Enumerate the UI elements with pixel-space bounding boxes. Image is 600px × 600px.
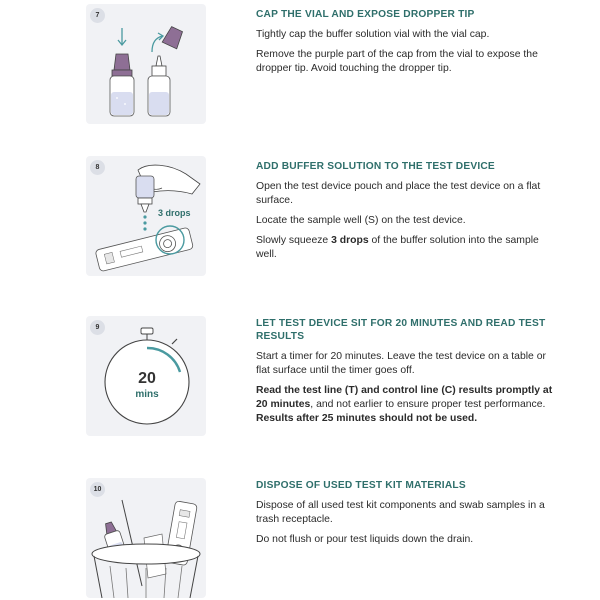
step-heading: DISPOSE OF USED TEST KIT MATERIALS bbox=[256, 480, 466, 491]
step-8-text bbox=[256, 160, 556, 268]
step-9-text bbox=[256, 317, 556, 432]
vial-cap-icon bbox=[86, 4, 206, 124]
step-9-illustration bbox=[86, 316, 206, 436]
timer-unit: mins bbox=[135, 389, 159, 400]
step-paragraph: Do not flush or pour test liquids down the drain. bbox=[256, 534, 474, 545]
dropper-device-icon bbox=[86, 156, 206, 276]
step-paragraph: Dispose of all used test kit components and swab samples in a trash receptacle. bbox=[256, 500, 545, 525]
step-paragraph-bold: 3 drops bbox=[331, 235, 369, 246]
step-paragraph: Tightly cap the buffer solution vial with the vial cap. bbox=[256, 29, 490, 40]
step-paragraph-text: , and not earlier to ensure proper test performance. bbox=[310, 399, 546, 410]
step-paragraph-text: Slowly squeeze bbox=[256, 235, 332, 246]
step-paragraph bbox=[256, 234, 556, 262]
step-8-illustration bbox=[86, 156, 206, 276]
trash-bin-icon bbox=[86, 478, 206, 598]
step-7-text bbox=[256, 8, 556, 82]
step-paragraph: Open the test device pouch and place the test device on a flat surface. bbox=[256, 181, 541, 206]
step-paragraph: Remove the purple part of the cap from the vial to expose the dropper tip. Avoid touching the dropper tip. bbox=[256, 49, 538, 74]
step-paragraph: Locate the sample well (S) on the test device. bbox=[256, 215, 466, 226]
step-heading: ADD BUFFER SOLUTION TO THE TEST DEVICE bbox=[256, 161, 495, 172]
step-number-badge: 10 bbox=[90, 482, 105, 497]
step-paragraph-text: of the buffer solution into the sample well. bbox=[256, 235, 539, 260]
step-10-text bbox=[256, 479, 556, 553]
step-heading: LET TEST DEVICE SIT FOR 20 MINUTES AND READ TEST RESULTS bbox=[256, 318, 546, 342]
drops-label: 3 drops bbox=[158, 208, 191, 218]
step-paragraph bbox=[256, 384, 556, 412]
step-heading: CAP THE VIAL AND EXPOSE DROPPER TIP bbox=[256, 9, 475, 20]
step-number-badge: 8 bbox=[90, 160, 105, 175]
timer-icon bbox=[86, 316, 206, 436]
timer-value: 20 bbox=[138, 370, 156, 387]
step-number-badge: 9 bbox=[90, 320, 105, 335]
step-10-illustration bbox=[86, 478, 206, 598]
step-paragraph: Start a timer for 20 minutes. Leave the test device on a table or flat surface until the timer goes off. bbox=[256, 351, 546, 376]
step-paragraph-bold: Read the test line (T) and control line (C) results promptly at 20 minutes bbox=[256, 385, 553, 410]
step-7-illustration bbox=[86, 4, 206, 124]
step-number-badge: 7 bbox=[90, 8, 105, 23]
step-paragraph-bold: Results after 25 minutes should not be used. bbox=[256, 413, 478, 424]
